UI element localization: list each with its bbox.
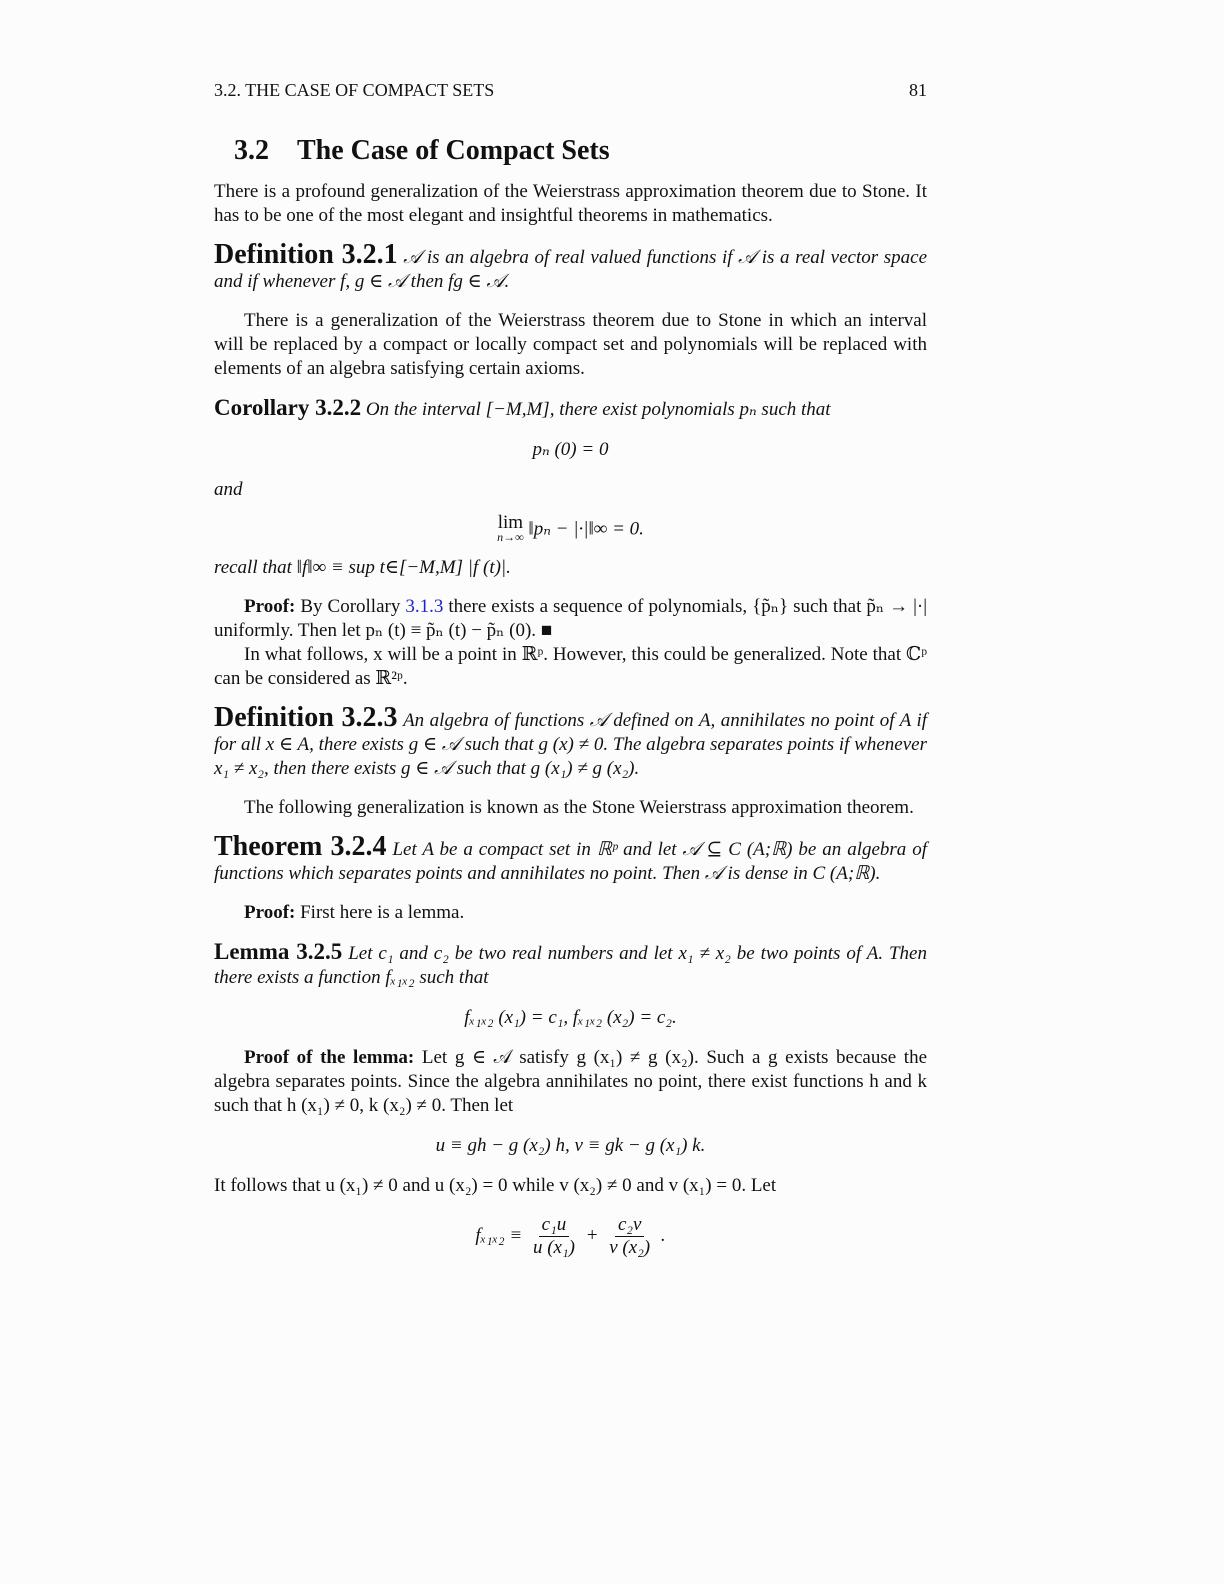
equation-lemma: fₓ₁ₓ₂ (x₁) = c₁, fₓ₁ₓ₂ (x₂) = c₂. <box>464 1007 677 1028</box>
equation-limit <box>214 512 927 544</box>
corollary-recall: recall that ‖f‖∞ ≡ sup t∈[−M,M] |f (t)|. <box>214 557 511 578</box>
proof-of-lemma <box>214 1046 927 1118</box>
lemma-label: Lemma 3.2.5 <box>214 939 343 964</box>
corollary-and: and <box>214 479 243 500</box>
paragraph-stone-weierstrass: The following generalization is known as the Stone Weierstrass approximation theorem. <box>244 797 914 818</box>
definition-label: Definition 3.2.3 <box>214 702 398 733</box>
page <box>214 70 927 1275</box>
definition-text: An algebra of functions 𝒜 defined on A, annihilates no point of A if for all x ∈ A, there exists g ∈ 𝒜 such that g (x) ≠ 0. The algebra separates points if whenever x₁ ≠ x₂, then there exists g ∈ 𝒜 such that g (x₁) ≠ g (x₂). <box>214 710 928 779</box>
theorem-label: Theorem 3.2.4 <box>214 831 387 862</box>
fraction-1 <box>530 1214 578 1259</box>
equation-lhs: fₓ₁ₓ₂ ≡ <box>475 1224 523 1246</box>
equation-pn-zero: pₙ (0) = 0 <box>532 439 609 460</box>
plus-sign: + <box>585 1224 599 1246</box>
proof-post: there exists a sequence of polynomials, {p̃ₙ} such that p̃ₙ → |·| uniformly. Then let pₙ (t) ≡ p̃ₙ (t) − p̃ₙ (0). <box>214 596 928 641</box>
page-number: 81 <box>909 80 927 100</box>
proof-label: Proof: <box>244 902 296 923</box>
fraction-2 <box>606 1214 653 1259</box>
paragraph-follows: It follows that u (x₁) ≠ 0 and u (x₂) = 0 while v (x₂) ≠ 0 and v (x₁) = 0. Let <box>214 1175 777 1196</box>
proof-lemma-text: Let g ∈ 𝒜 satisfy g (x₁) ≠ g (x₂). Such a g exists because the algebra separates points. Since the algebra annihilates no point, there exist functions h and k such that h (x₁) ≠ 0, k (x₂) ≠ 0. Then let <box>214 1047 927 1116</box>
definition-text: 𝒜 is an algebra of real valued functions if 𝒜 is a real vector space and if whenever f, g ∈ 𝒜 then fg ∈ 𝒜. <box>214 247 928 292</box>
corollary-3-2-2 <box>214 396 927 422</box>
definition-label: Definition 3.2.1 <box>214 239 398 270</box>
fraction-2-numerator: c₂v <box>615 1214 644 1237</box>
section-title <box>234 134 927 168</box>
corollary-label: Corollary 3.2.2 <box>214 395 362 420</box>
paragraph-generalization: There is a generalization of the Weierstrass theorem due to Stone in which an interval will be replaced by a compact or locally compact set and polynomials will be replaced with elements of an algebra satisfying certain axioms. <box>214 310 927 379</box>
proof-corollary <box>214 595 927 643</box>
corollary-3-1-3-link[interactable]: 3.1.3 <box>405 596 444 617</box>
limit-subscript: n→∞ <box>497 530 524 544</box>
running-header <box>214 78 927 102</box>
equation-u-v: u ≡ gh − g (x₂) h, v ≡ gk − g (x₁) k. <box>435 1135 706 1156</box>
equation-end: . <box>660 1224 666 1246</box>
corollary-text: On the interval [−M,M], there exist polynomials pₙ such that <box>365 399 831 420</box>
limit-expression: ‖pₙ − |·|‖∞ = 0. <box>528 518 644 540</box>
paragraph-point-in-rp: In what follows, x will be a point in ℝᵖ. However, this could be generalized. Note that ℂᵖ can be considered as ℝ²ᵖ. <box>214 644 927 689</box>
limit-operator <box>497 512 524 544</box>
proof-text: First here is a lemma. <box>300 902 465 923</box>
running-title: 3.2. THE CASE OF COMPACT SETS <box>214 80 495 100</box>
fraction-2-denominator: v (x₂) <box>609 1237 651 1258</box>
section-number: 3.2 <box>234 135 269 166</box>
definition-3-2-1 <box>214 239 928 294</box>
proof-theorem <box>214 901 927 925</box>
fraction-1-numerator: c₁u <box>539 1214 570 1237</box>
limit-word: lim <box>497 512 524 533</box>
definition-3-2-3 <box>214 702 928 781</box>
section-heading: The Case of Compact Sets <box>297 135 610 166</box>
theorem-3-2-4 <box>214 831 928 886</box>
lemma-text: Let c₁ and c₂ be two real numbers and let x₁ ≠ x₂ be two points of A. Then there exists a function fₓ₁ₓ₂ such that <box>214 943 927 988</box>
lemma-3-2-5 <box>214 940 927 990</box>
theorem-text: Let A be a compact set in ℝᵖ and let 𝒜 ⊆ C (A;ℝ) be an algebra of functions which separates points and annihilates no point. Then 𝒜 is dense in C (A;ℝ). <box>214 839 928 884</box>
qed-icon: ■ <box>540 620 553 641</box>
intro-paragraph: There is a profound generalization of the Weierstrass approximation theorem due to Stone. It has to be one of the most elegant and insightful theorems in mathematics. <box>214 181 927 226</box>
proof-label: Proof: <box>244 596 296 617</box>
proof-lemma-label: Proof of the lemma: <box>244 1047 415 1068</box>
equation-f-definition <box>214 1214 927 1259</box>
fraction-1-denominator: u (x₁) <box>532 1237 575 1258</box>
proof-pre: By Corollary <box>300 596 401 617</box>
